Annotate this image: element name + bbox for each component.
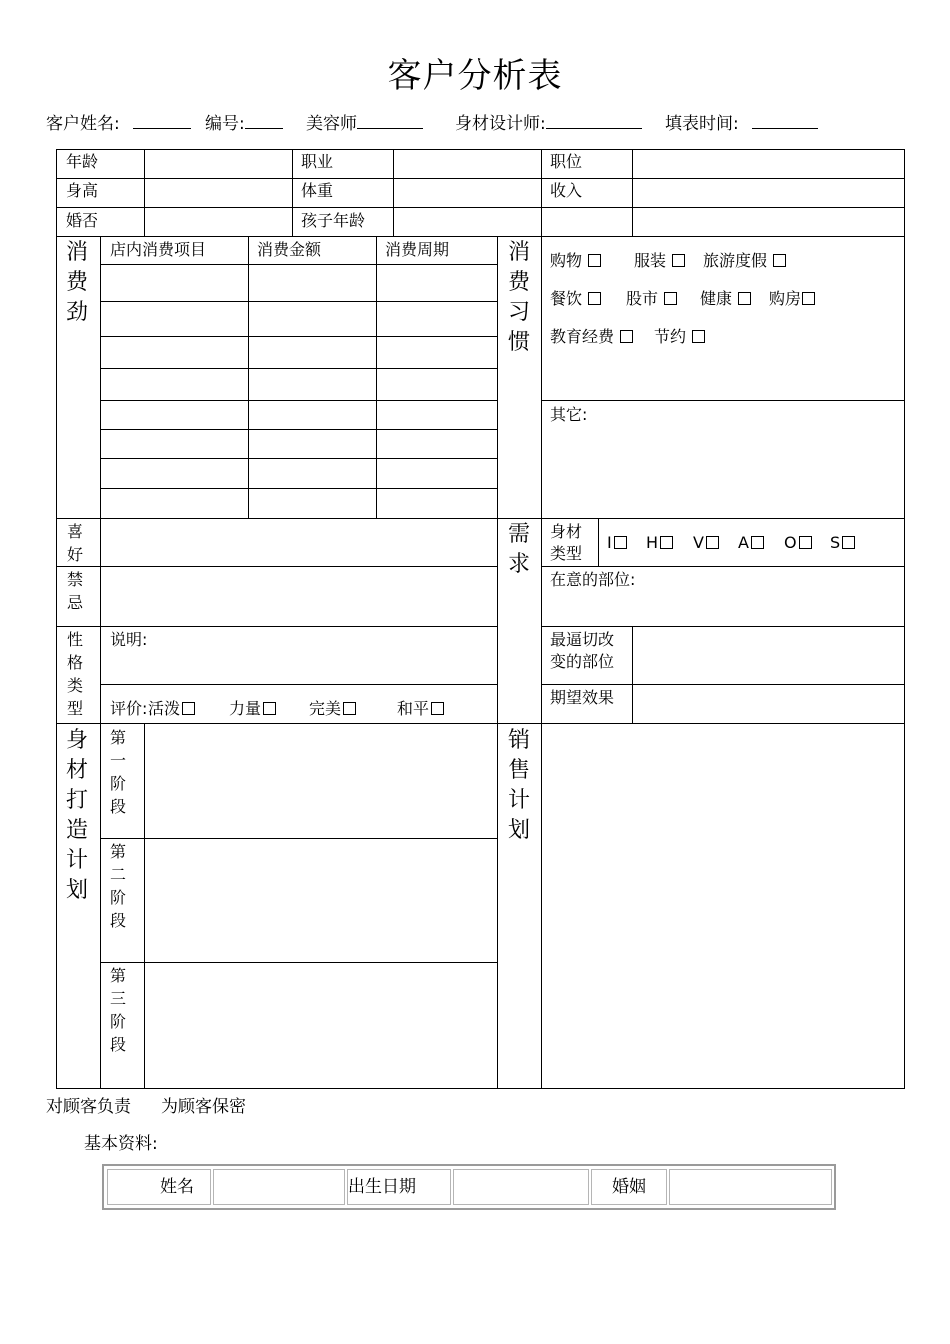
position-label: 职位	[550, 152, 583, 171]
checkbox-icon	[664, 292, 677, 305]
beautician-field[interactable]	[306, 109, 423, 134]
body-type-a-option[interactable]: A	[738, 532, 764, 554]
date-field[interactable]	[665, 109, 818, 134]
birth-label-cell: 出生日期	[347, 1169, 451, 1205]
habit-other-label: 其它:	[550, 405, 588, 424]
designer-blank[interactable]	[546, 112, 642, 129]
change-parts-label: 最逼切改变的部位	[550, 630, 615, 671]
designer-field[interactable]	[455, 109, 642, 134]
checkbox-icon	[672, 254, 685, 267]
sales-plan-label: 销售计划	[507, 728, 530, 843]
customer-name-blank[interactable]	[133, 112, 191, 129]
checkbox-icon	[842, 536, 855, 549]
designer-label: 身材设计师:	[455, 114, 546, 134]
habit-house-option[interactable]: 购房	[769, 288, 815, 310]
body-type-v-option[interactable]: V	[693, 532, 719, 554]
customer-name-label: 客户姓名:	[46, 114, 120, 134]
slogan-responsible: 对顾客负责	[46, 1097, 131, 1117]
beautician-label: 美容师	[306, 114, 357, 134]
habit-saving-option[interactable]: 节约	[654, 326, 705, 348]
consumption-col-period: 消费周期	[385, 240, 450, 259]
beautician-blank[interactable]	[357, 112, 423, 129]
basic-info-label: 基本资料:	[84, 1134, 158, 1154]
body-type-label: 身材类型	[550, 522, 583, 563]
personality-eval-label: 评价:	[110, 699, 148, 718]
hobby-label: 喜好	[66, 522, 83, 564]
plan-section-label: 身材打造计划	[65, 728, 88, 903]
checkbox-icon	[751, 536, 764, 549]
personality-desc-label: 说明:	[110, 630, 148, 649]
checkbox-icon	[588, 254, 601, 267]
checkbox-icon	[343, 702, 356, 715]
habit-health-option[interactable]: 健康	[700, 288, 751, 310]
income-label: 收入	[550, 181, 583, 200]
checkbox-icon	[706, 536, 719, 549]
number-blank[interactable]	[245, 112, 283, 129]
age-label: 年龄	[66, 152, 99, 171]
height-label: 身高	[66, 181, 99, 200]
date-label: 填表时间:	[665, 114, 739, 134]
habit-dining-option[interactable]: 餐饮	[550, 288, 601, 310]
stage-1-label: 第一阶段	[109, 728, 126, 816]
habit-shopping-option[interactable]: 购物	[550, 250, 601, 272]
date-blank[interactable]	[752, 112, 818, 129]
habit-travel-option[interactable]: 旅游度假	[703, 250, 786, 272]
checkbox-icon	[614, 536, 627, 549]
job-label: 职业	[301, 152, 334, 171]
body-type-i-option[interactable]: I	[607, 532, 627, 554]
consumption-section-label: 消费劲	[65, 240, 88, 325]
needs-section-label: 需求	[507, 522, 530, 577]
checkbox-icon	[431, 702, 444, 715]
number-field[interactable]	[205, 109, 283, 134]
marriage-label-cell: 婚姻	[591, 1169, 667, 1205]
eval-lively-option[interactable]: 活泼	[148, 698, 195, 720]
page-title: 客户分析表	[387, 56, 563, 96]
number-label: 编号:	[205, 114, 245, 134]
basic-info-table	[102, 1164, 836, 1210]
taboo-label: 禁忌	[66, 570, 83, 612]
checkbox-icon	[263, 702, 276, 715]
habit-clothing-option[interactable]: 服装	[634, 250, 685, 272]
eval-peace-option[interactable]: 和平	[397, 698, 444, 720]
care-parts-label: 在意的部位:	[550, 570, 636, 589]
name-value-cell[interactable]	[213, 1169, 345, 1205]
checkbox-icon	[799, 536, 812, 549]
habit-education-option[interactable]: 教育经费	[550, 326, 633, 348]
body-type-h-option[interactable]: H	[646, 532, 673, 554]
expected-effect-label: 期望效果	[550, 688, 615, 707]
customer-name-field[interactable]	[46, 109, 191, 134]
weight-label: 体重	[301, 181, 334, 200]
marriage-value-cell[interactable]	[669, 1169, 832, 1205]
child-age-label: 孩子年龄	[301, 211, 366, 230]
consumption-col-item: 店内消费项目	[110, 240, 207, 259]
checkbox-icon	[692, 330, 705, 343]
stage-2-label: 第二阶段	[109, 842, 126, 930]
eval-perfect-option[interactable]: 完美	[309, 698, 356, 720]
checkbox-icon	[660, 536, 673, 549]
checkbox-icon	[738, 292, 751, 305]
habits-section-label: 消费习惯	[507, 240, 530, 355]
checkbox-icon	[620, 330, 633, 343]
personality-label: 性格类型	[66, 630, 83, 718]
consumption-col-amount: 消费金额	[257, 240, 322, 259]
checkbox-icon	[588, 292, 601, 305]
birth-value-cell[interactable]	[453, 1169, 589, 1205]
married-label: 婚否	[66, 211, 99, 230]
body-type-s-option[interactable]: S	[830, 532, 855, 554]
stage-3-label: 第三阶段	[109, 966, 126, 1054]
checkbox-icon	[773, 254, 786, 267]
habit-stocks-option[interactable]: 股市	[626, 288, 677, 310]
slogan-confidential: 为顾客保密	[161, 1097, 246, 1117]
name-label-cell: 姓名	[107, 1169, 211, 1205]
body-type-o-option[interactable]: O	[784, 532, 812, 554]
eval-power-option[interactable]: 力量	[229, 698, 276, 720]
checkbox-icon	[182, 702, 195, 715]
checkbox-icon	[802, 292, 815, 305]
